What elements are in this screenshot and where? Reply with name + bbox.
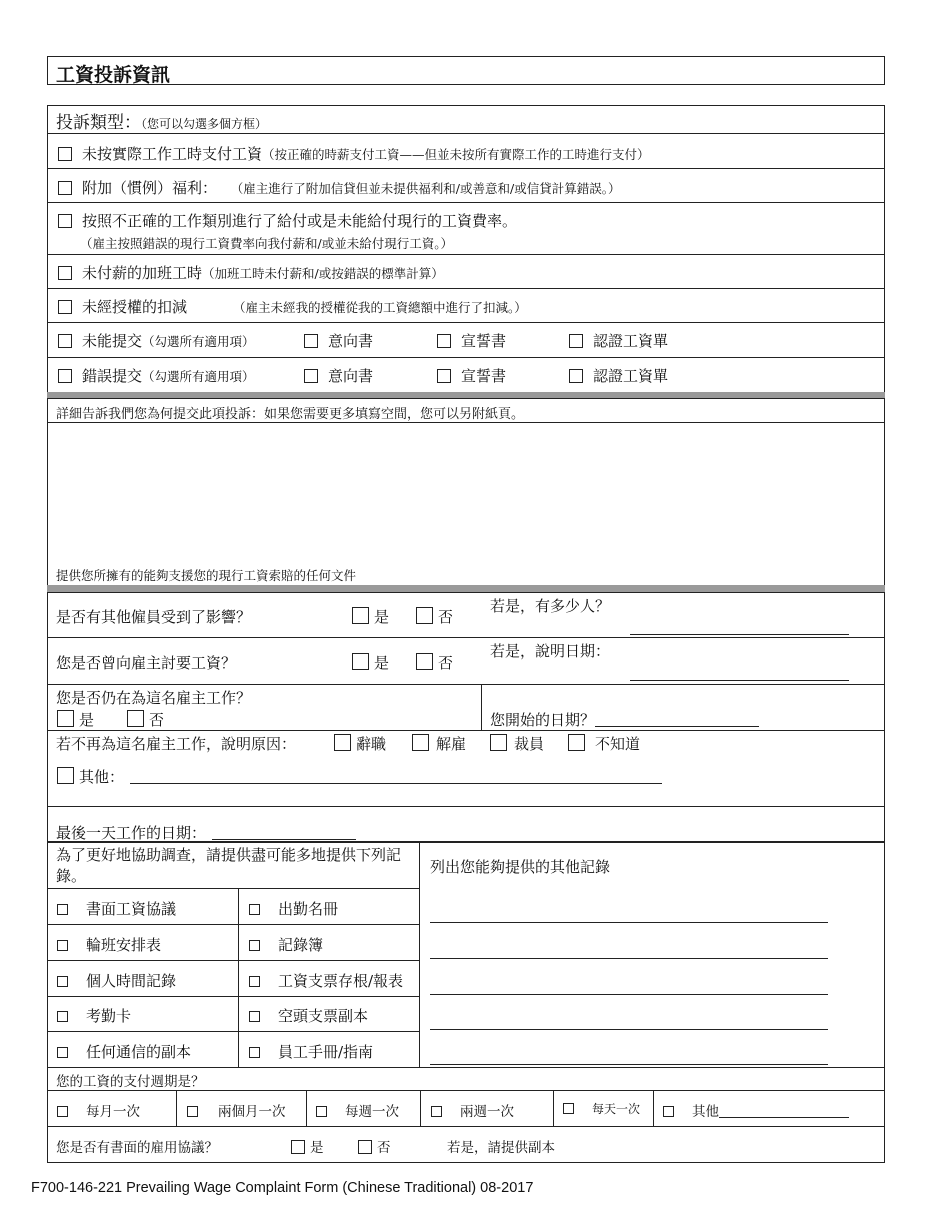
correspondence-checkbox[interactable] [57, 1047, 68, 1058]
bounced-checks-checkbox[interactable] [249, 1011, 260, 1022]
how-many-field[interactable] [630, 634, 849, 635]
asked-employer-question: 您是否曾向雇主討要工資？ [56, 654, 237, 672]
complaint-wrong-submit: 錯誤提交（勾選所有適用項） [58, 365, 255, 386]
time-card-checkbox[interactable] [57, 1011, 68, 1022]
record-written-agreement: 書面工資協議 [57, 898, 176, 919]
pay-other-field[interactable] [719, 1103, 849, 1118]
section-divider-2 [47, 585, 885, 592]
others-affected-yes: 是 [352, 606, 389, 627]
unknown-checkbox[interactable] [568, 734, 585, 751]
details-prompt: 詳細告訴我們您為何提交此項投訴：如果您需要更多填寫空間，您可以另附紙頁。 [56, 407, 525, 422]
daily-checkbox[interactable] [563, 1103, 574, 1114]
wrong-submit-certified-payroll: 認證工資單 [569, 365, 668, 386]
complaint-unauthorized-deductions: 未經授權的扣減 （雇主未經我的授權從我的工資總額中進行了扣減。） [58, 296, 527, 317]
pay-other-checkbox[interactable] [663, 1106, 674, 1117]
other-records-line-5[interactable] [430, 1064, 828, 1065]
complaint-wrong-classification: 按照不正確的工作類別進行了給付或是未能給付現行的工資費率。 [58, 210, 517, 231]
last-day-label: 最後一天工作的日期： [56, 822, 356, 843]
record-attendance: 出勤名冊 [249, 898, 338, 919]
support-docs-label: 提供您所擁有的能夠支援您的現行工資索賠的任何文件 [56, 568, 357, 583]
pay-period-question: 您的工資的支付週期是？ [56, 1074, 205, 1090]
asked-employer-yes-checkbox[interactable] [352, 653, 369, 670]
other-records-line-2[interactable] [430, 958, 828, 959]
page-title: 工資投訴資訊 [56, 64, 171, 86]
record-logbook: 記錄簿 [249, 934, 323, 955]
reason-other: 其他： [57, 766, 662, 787]
reason-other-field[interactable] [130, 769, 662, 784]
personal-time-checkbox[interactable] [57, 976, 68, 987]
reason-other-checkbox[interactable] [57, 767, 74, 784]
explain-date-label: 若是，說明日期： [490, 642, 611, 660]
failed-payroll-checkbox[interactable] [569, 334, 583, 348]
pay-biweekly: 兩週一次 [431, 1100, 514, 1120]
failed-submit-letter-of-intent: 意向書 [304, 330, 373, 351]
reason-unknown: 不知道 [568, 733, 640, 754]
other-records-line-3[interactable] [430, 994, 828, 995]
unauthorized-deductions-checkbox[interactable] [58, 300, 72, 314]
record-correspondence: 任何通信的副本 [57, 1041, 191, 1062]
failed-intent-checkbox[interactable] [304, 334, 318, 348]
other-records-line-4[interactable] [430, 1029, 828, 1030]
reason-fired: 解雇 [412, 733, 466, 754]
wrong-affidavit-checkbox[interactable] [437, 369, 451, 383]
asked-employer-no-checkbox[interactable] [416, 653, 433, 670]
details-textarea[interactable] [48, 423, 884, 563]
biweekly-checkbox[interactable] [431, 1106, 442, 1117]
fringe-benefits-checkbox[interactable] [58, 181, 72, 195]
asked-employer-yes: 是 [352, 652, 389, 673]
complaint-type-heading: 投訴類型：（您可以勾選多個方框） [56, 113, 268, 133]
pay-stubs-checkbox[interactable] [249, 976, 260, 987]
written-agreement-checkbox[interactable] [57, 904, 68, 915]
record-handbook: 員工手冊/指南 [249, 1041, 373, 1062]
wrong-submit-letter-of-intent: 意向書 [304, 365, 373, 386]
agreement-note: 若是，請提供副本 [447, 1140, 555, 1156]
questions-section [47, 592, 885, 842]
record-pay-stubs: 工資支票存根/報表 [249, 970, 403, 991]
attendance-checkbox[interactable] [249, 904, 260, 915]
laid-off-checkbox[interactable] [490, 734, 507, 751]
pay-bimonthly: 兩個月一次 [187, 1100, 286, 1120]
agreement-yes: 是 [291, 1136, 324, 1156]
failed-submit-affidavit: 宣誓書 [437, 330, 506, 351]
weekly-checkbox[interactable] [316, 1106, 327, 1117]
how-many-label: 若是，有多少人？ [490, 597, 611, 615]
agreement-no: 否 [358, 1136, 391, 1156]
complaint-unpaid-overtime: 未付薪的加班工時（加班工時未付薪和/或按錯誤的標準計算） [58, 262, 444, 283]
reason-resigned: 辭職 [334, 733, 386, 754]
still-working-question: 您是否仍在為這名雇主工作？ [56, 689, 252, 707]
explain-date-field[interactable] [630, 680, 849, 681]
wrong-classification-checkbox[interactable] [58, 214, 72, 228]
start-date-field[interactable] [595, 712, 759, 727]
unpaid-hours-checkbox[interactable] [58, 147, 72, 161]
failed-submit-certified-payroll: 認證工資單 [569, 330, 668, 351]
wrong-intent-checkbox[interactable] [304, 369, 318, 383]
list-other-records: 列出您能夠提供的其他記錄 [430, 858, 611, 876]
form-footer: F700-146-221 Prevailing Wage Complaint Form (Chinese Traditional) 08-2017 [31, 1180, 534, 1196]
bimonthly-checkbox[interactable] [187, 1106, 198, 1117]
pay-daily: 每天一次 [563, 1100, 640, 1117]
others-affected-question: 是否有其他僱員受到了影響？ [56, 608, 252, 626]
monthly-checkbox[interactable] [57, 1106, 68, 1117]
others-affected-no: 否 [416, 606, 453, 627]
record-personal-time: 個人時間記錄 [57, 970, 176, 991]
fired-checkbox[interactable] [412, 734, 429, 751]
record-shift-schedule: 輪班安排表 [57, 934, 161, 955]
agreement-yes-checkbox[interactable] [291, 1140, 305, 1154]
agreement-no-checkbox[interactable] [358, 1140, 372, 1154]
logbook-checkbox[interactable] [249, 940, 260, 951]
agreement-question: 您是否有書面的雇用協議？ [56, 1140, 218, 1156]
last-day-field[interactable] [212, 825, 356, 840]
record-time-card: 考勤卡 [57, 1005, 131, 1026]
pay-monthly: 每月一次 [57, 1100, 140, 1120]
still-working-no-checkbox[interactable] [127, 710, 144, 727]
failed-affidavit-checkbox[interactable] [437, 334, 451, 348]
still-working-yes: 是 [57, 709, 94, 730]
wrong-submit-checkbox[interactable] [58, 369, 72, 383]
shift-schedule-checkbox[interactable] [57, 940, 68, 951]
reason-prompt: 若不再為這名雇主工作，說明原因： [56, 735, 297, 753]
record-bounced-checks: 空頭支票副本 [249, 1005, 368, 1026]
still-working-no: 否 [127, 709, 164, 730]
others-affected-yes-checkbox[interactable] [352, 607, 369, 624]
records-intro: 為了更好地協助調查，請提供盡可能多地提供下列記錄。 [56, 846, 402, 885]
asked-employer-no: 否 [416, 652, 453, 673]
pay-other: 其他 [663, 1100, 849, 1120]
resigned-checkbox[interactable] [334, 734, 351, 751]
unpaid-overtime-checkbox[interactable] [58, 266, 72, 280]
wrong-submit-affidavit: 宣誓書 [437, 365, 506, 386]
handbook-checkbox[interactable] [249, 1047, 260, 1058]
start-date-label: 您開始的日期？ [490, 709, 759, 730]
complaint-failed-submit: 未能提交（勾選所有適用項） [58, 330, 255, 351]
others-affected-no-checkbox[interactable] [416, 607, 433, 624]
pay-weekly: 每週一次 [316, 1100, 399, 1120]
reason-laid-off: 裁員 [490, 733, 544, 754]
other-records-line-1[interactable] [430, 922, 828, 923]
complaint-unpaid-hours: 未按實際工作工時支付工資（按正確的時薪支付工資——但並未按所有實際工作的工時進行支付） [58, 143, 650, 164]
title-box [47, 56, 885, 85]
still-working-yes-checkbox[interactable] [57, 710, 74, 727]
wrong-classification-note: （雇主按照錯誤的現行工資費率向我付薪和/或並未給付現行工資。） [80, 236, 453, 251]
failed-submit-checkbox[interactable] [58, 334, 72, 348]
wrong-payroll-checkbox[interactable] [569, 369, 583, 383]
complaint-fringe-benefits: 附加（慣例）福利： （雇主進行了附加信貸但並未提供福利和/或善意和/或信貸計算錯誤。） [58, 177, 620, 198]
